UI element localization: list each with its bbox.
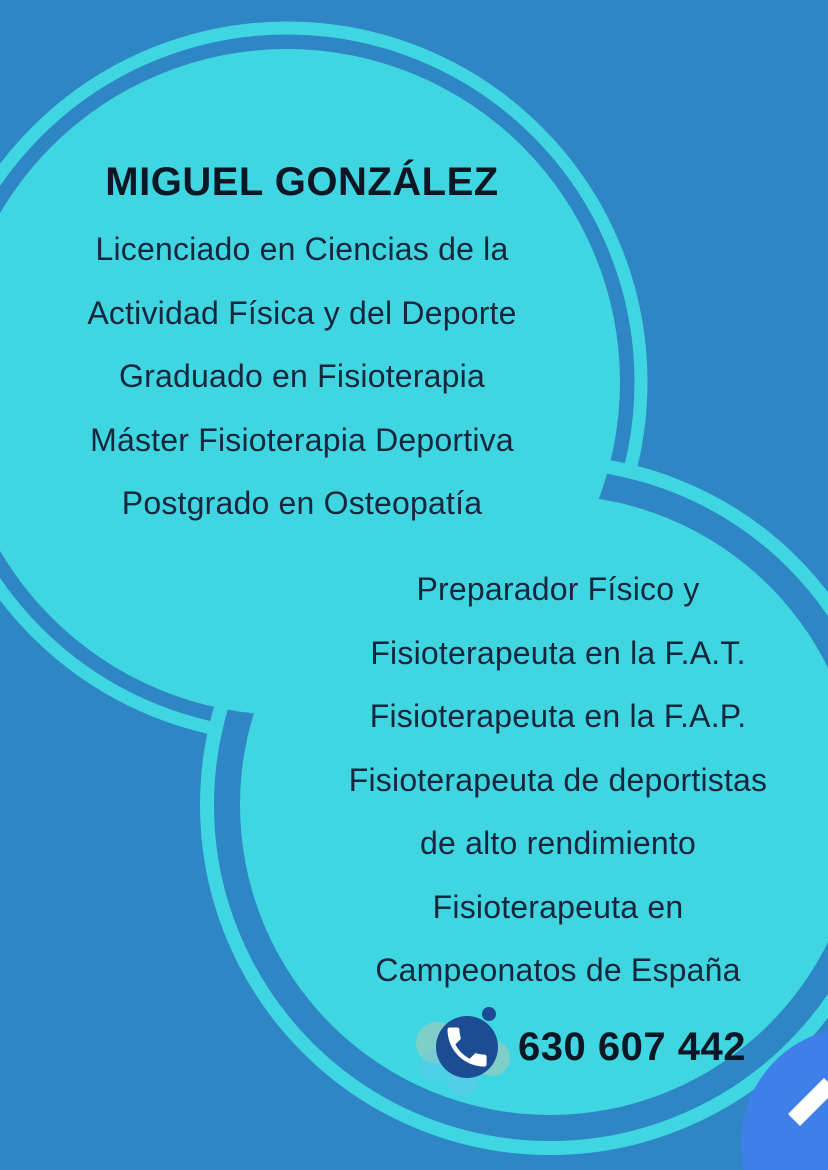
role-line: Preparador Físico y (416, 571, 700, 607)
bottom-circle-text (256, 558, 828, 1003)
role-line: Fisioterapeuta en (432, 888, 684, 925)
phone-badge (436, 1016, 498, 1078)
role-line: Fisioterapeuta en la F.A.P. (369, 698, 747, 734)
person-name: MIGUEL GONZÁLEZ (105, 160, 499, 204)
role-line: Fisioterapeuta en la F.A.T. (370, 634, 746, 671)
credential-line: Graduado en Fisioterapia (119, 358, 485, 394)
phone-dot (482, 1007, 496, 1021)
phone-number: 630 607 442 (518, 1025, 746, 1069)
role-line: de alto rendimiento (420, 825, 696, 861)
top-circle-text (0, 158, 604, 536)
credential-line: Actividad Física y del Deporte (87, 294, 517, 331)
role-line: Fisioterapeuta de deportistas (348, 761, 768, 798)
credential-line: Postgrado en Osteopatía (121, 485, 483, 521)
credential-line: Licenciado en Ciencias de la (95, 231, 509, 267)
credential-line: Máster Fisioterapia Deportiva (90, 421, 514, 458)
role-line: Campeonatos de España (375, 952, 741, 988)
